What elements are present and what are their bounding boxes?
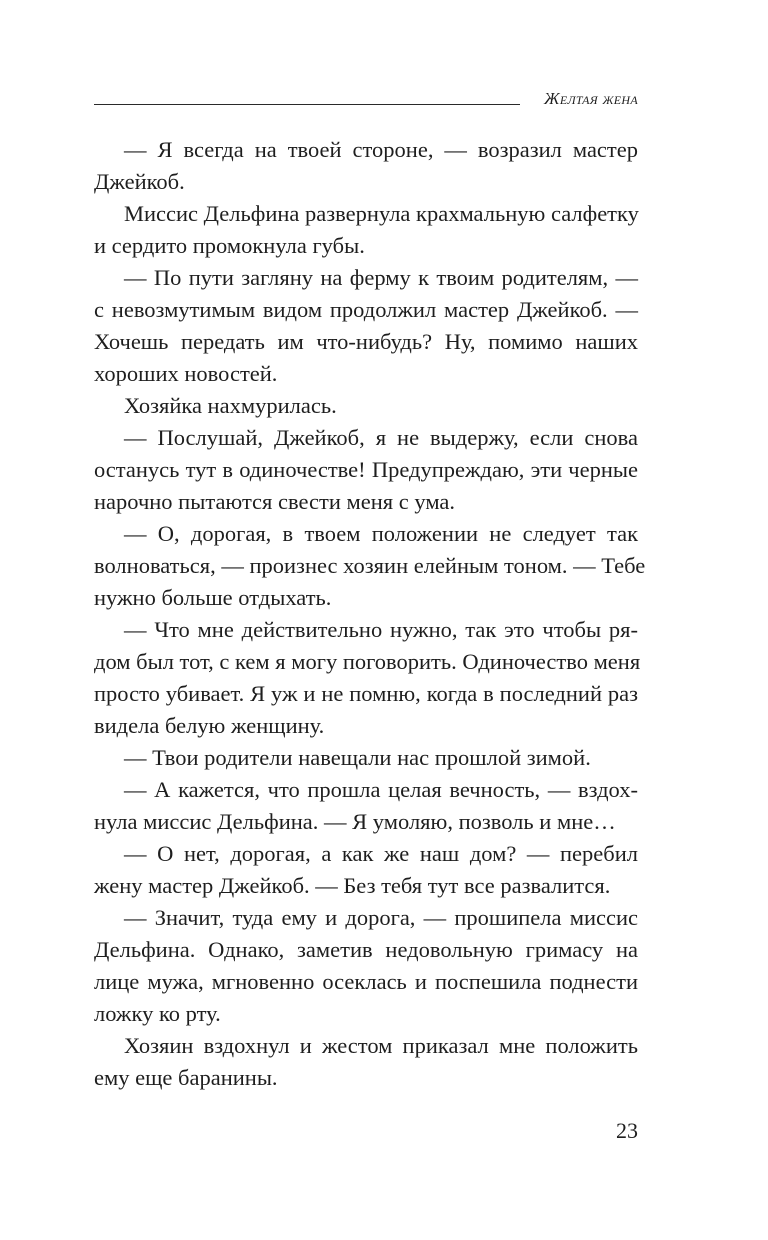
text-line: — Что мне действительно нужно, так это чтобы ря- — [124, 617, 638, 642]
text-line: — Послушай, Джейкоб, я не выдержу, если снова — [124, 425, 638, 450]
text-line: Дельфина. Однако, заметив недовольную гримасу на — [94, 937, 638, 962]
text-line: — Твои родители навещали нас прошлой зимой. — [124, 745, 591, 770]
text-line: нужно больше отдыхать. — [94, 585, 332, 610]
text-line: — Значит, туда ему и дорога, — прошипела миссис — [124, 905, 638, 930]
text-line: останусь тут в одиночестве! Предупреждаю, эти черные — [94, 457, 638, 482]
text-line: нарочно пытаются свести меня с ума. — [94, 489, 456, 514]
text-line: волноваться, — произнес хозяин елейным тоном. — Тебе — [94, 553, 646, 578]
text-line: ему еще баранины. — [94, 1065, 278, 1090]
header-rule — [94, 104, 520, 105]
text-line: нула миссис Дельфина. — Я умоляю, позволь и мне… — [94, 809, 616, 834]
text-line: и сердито промокнула губы. — [94, 233, 365, 258]
running-header — [94, 89, 638, 109]
text-line: видела белую женщину. — [94, 713, 325, 738]
text-line: дом был тот, с кем я могу поговорить. Одиночество меня — [94, 649, 641, 674]
text-line: хороших новостей. — [94, 361, 278, 386]
text-line: Хочешь передать им что-нибудь? Ну, помимо наших — [94, 329, 638, 354]
body-text — [94, 134, 646, 1094]
text-line: — По пути загляну на ферму к твоим родителям, — — [124, 265, 638, 290]
text-line: Хозяйка нахмурилась. — [124, 393, 337, 418]
running-title: Желтая жена — [543, 89, 638, 108]
text-line: лице мужа, мгновенно осеклась и поспешила поднести — [94, 969, 638, 994]
page-number: 23 — [616, 1118, 638, 1143]
text-line: — Я всегда на твоей стороне, — возразил мастер — [124, 137, 638, 162]
text-line: Джейкоб. — [94, 169, 185, 194]
text-line: просто убивает. Я уж и не помню, когда в последний раз — [94, 681, 638, 706]
text-line: — О нет, дорогая, а как же наш дом? — перебил — [124, 841, 638, 866]
text-line: ложку ко рту. — [94, 1001, 221, 1026]
text-line: — А кажется, что прошла целая вечность, — вздох- — [124, 777, 638, 802]
text-line: Хозяин вздохнул и жестом приказал мне положить — [124, 1033, 638, 1058]
text-line: с невозмутимым видом продолжил мастер Джейкоб. — — [94, 297, 638, 322]
text-line: — О, дорогая, в твоем положении не следует так — [124, 521, 638, 546]
text-line: Миссис Дельфина развернула крахмальную салфетку — [124, 201, 639, 226]
text-line: жену мастер Джейкоб. — Без тебя тут все развалится. — [94, 873, 611, 898]
